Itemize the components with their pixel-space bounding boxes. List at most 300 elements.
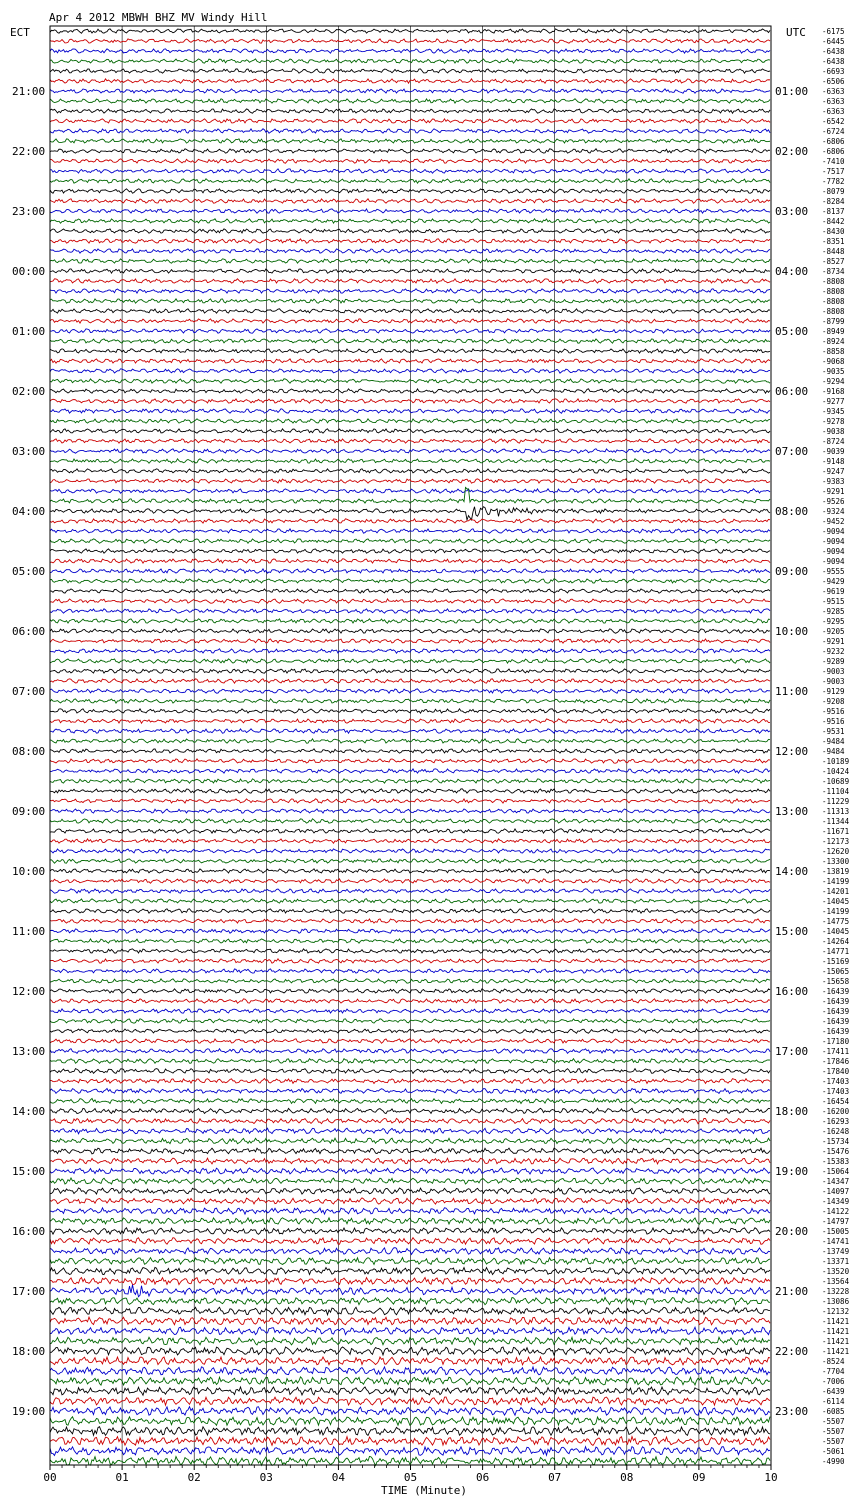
right-hour-label: 15:00 <box>775 925 809 938</box>
trace-line <box>50 959 770 963</box>
trace-offset-label: -16439 <box>822 1027 850 1036</box>
trace-offset-label: -14045 <box>822 927 850 936</box>
trace-line <box>50 309 770 313</box>
trace-offset-label: -8442 <box>822 217 845 226</box>
left-hour-label: 17:00 <box>12 1285 46 1298</box>
trace-offset-label: -9452 <box>822 517 845 526</box>
trace-offset-label: -13564 <box>822 1277 850 1286</box>
trace-line <box>50 879 770 883</box>
trace-offset-label: -9278 <box>822 417 845 426</box>
left-hour-label: 01:00 <box>12 325 46 338</box>
trace-offset-label: -6363 <box>822 107 845 116</box>
trace-line <box>50 1437 770 1446</box>
trace-line <box>50 409 770 413</box>
x-tick-label: 08 <box>620 1471 634 1484</box>
right-hour-label: 17:00 <box>775 1045 809 1058</box>
trace-offset-label: -15065 <box>822 967 850 976</box>
trace-offset-label: -13749 <box>822 1247 850 1256</box>
trace-line <box>50 1029 770 1033</box>
trace-offset-label: -6542 <box>822 117 845 126</box>
right-hour-label: 18:00 <box>775 1105 809 1118</box>
trace-line <box>50 889 770 893</box>
trace-offset-label: -9208 <box>822 697 845 706</box>
trace-line <box>50 209 770 213</box>
trace-offset-label: -9285 <box>822 607 845 616</box>
trace-line <box>50 239 770 243</box>
trace-line <box>50 1417 770 1426</box>
trace-line <box>50 869 770 873</box>
trace-line <box>50 159 770 163</box>
x-tick-label: 10 <box>764 1471 778 1484</box>
left-hour-label: 21:00 <box>12 85 46 98</box>
trace-offset-label: -8430 <box>822 227 845 236</box>
trace-offset-label: -8734 <box>822 267 845 276</box>
trace-line <box>50 789 770 793</box>
trace-offset-label: -8724 <box>822 437 845 446</box>
trace-offset-label: -9277 <box>822 397 845 406</box>
left-hour-label: 16:00 <box>12 1225 46 1238</box>
trace-line <box>50 919 770 923</box>
left-hour-label: 13:00 <box>12 1045 46 1058</box>
trace-line <box>50 859 770 863</box>
left-hour-label: 12:00 <box>12 985 46 998</box>
trace-offset-label: -14097 <box>822 1187 850 1196</box>
trace-offset-label: -8808 <box>822 287 845 296</box>
trace-offset-label: -13228 <box>822 1287 850 1296</box>
trace-offset-label: -9526 <box>822 497 845 506</box>
trace-line <box>50 39 770 43</box>
left-hour-label: 18:00 <box>12 1345 46 1358</box>
trace-offset-label: -8079 <box>822 187 845 196</box>
left-hour-label: 04:00 <box>12 505 46 518</box>
left-hour-label: 08:00 <box>12 745 46 758</box>
trace-offset-label: -9383 <box>822 477 845 486</box>
trace-line <box>50 719 770 723</box>
trace-offset-label: -6438 <box>822 47 845 56</box>
trace-offset-label: -5061 <box>822 1447 845 1456</box>
trace-offset-label: -6363 <box>822 87 845 96</box>
trace-line <box>50 99 770 103</box>
right-hour-label: 11:00 <box>775 685 809 698</box>
trace-offset-label: -15734 <box>822 1137 850 1146</box>
trace-line <box>50 809 770 813</box>
left-hour-label: 09:00 <box>12 805 46 818</box>
trace-line <box>50 1397 770 1405</box>
trace-line <box>50 229 770 233</box>
x-tick-labels <box>43 1465 777 1484</box>
trace-offset-label: -13520 <box>822 1267 850 1276</box>
trace-offset-label: -9129 <box>822 687 845 696</box>
trace-offset-label: -9345 <box>822 407 845 416</box>
trace-line <box>50 1387 770 1395</box>
trace-line <box>50 759 770 763</box>
trace-offset-label: -14797 <box>822 1217 850 1226</box>
trace-line <box>50 1278 770 1285</box>
trace-line <box>50 799 770 803</box>
trace-offset-label: -8448 <box>822 247 845 256</box>
right-hour-label: 22:00 <box>775 1345 809 1358</box>
trace-line <box>50 1347 770 1355</box>
trace-line <box>50 649 770 653</box>
trace-line <box>50 339 770 343</box>
trace-line <box>50 1367 770 1375</box>
trace-line <box>50 69 770 73</box>
left-hour-label: 19:00 <box>12 1405 46 1418</box>
trace-line <box>50 1285 770 1297</box>
trace-offset-label: -13300 <box>822 857 850 866</box>
trace-offset-label: -14122 <box>822 1207 850 1216</box>
offset-labels <box>822 27 850 1466</box>
trace-offset-label: -12132 <box>822 1307 850 1316</box>
left-hour-label: 10:00 <box>12 865 46 878</box>
trace-offset-label: -9516 <box>822 717 845 726</box>
trace-offset-label: -7410 <box>822 157 845 166</box>
trace-offset-label: -8924 <box>822 337 845 346</box>
trace-offset-label: -15658 <box>822 977 850 986</box>
trace-offset-label: -16439 <box>822 1017 850 1026</box>
trace-line <box>50 599 770 603</box>
trace-line <box>50 439 770 443</box>
x-tick-label: 07 <box>548 1471 562 1484</box>
trace-line <box>50 1039 770 1043</box>
trace-offset-label: -11229 <box>822 797 850 806</box>
trace-offset-label: -6724 <box>822 127 845 136</box>
trace-offset-label: -6693 <box>822 67 845 76</box>
x-tick-label: 02 <box>187 1471 201 1484</box>
trace-line <box>50 1258 770 1265</box>
trace-line <box>50 149 770 153</box>
left-hour-label: 05:00 <box>12 565 46 578</box>
right-hour-label: 02:00 <box>775 145 809 158</box>
trace-offset-label: -14045 <box>822 897 850 906</box>
trace-line <box>50 979 770 983</box>
trace-line <box>50 389 770 393</box>
trace-offset-label: -8808 <box>822 277 845 286</box>
right-hour-label: 06:00 <box>775 385 809 398</box>
trace-line <box>50 299 770 303</box>
trace-line <box>50 507 770 520</box>
trace-line <box>50 219 770 223</box>
trace-line <box>50 929 770 933</box>
right-hour-label: 23:00 <box>775 1405 809 1418</box>
trace-offset-label: -9168 <box>822 387 845 396</box>
right-hour-label: 05:00 <box>775 325 809 338</box>
left-hour-label: 00:00 <box>12 265 46 278</box>
x-tick-label: 03 <box>259 1471 273 1484</box>
left-hour-label: 14:00 <box>12 1105 46 1118</box>
trace-offset-label: -9094 <box>822 527 845 536</box>
trace-line <box>50 749 770 753</box>
trace-line <box>50 519 770 523</box>
trace-line <box>50 1049 770 1054</box>
trace-line <box>50 1009 770 1013</box>
trace-line <box>50 709 770 713</box>
trace-offset-label: -9295 <box>822 617 845 626</box>
trace-offset-label: -14775 <box>822 917 850 926</box>
trace-line <box>50 1377 770 1385</box>
trace-line <box>50 1069 770 1074</box>
trace-offset-label: -8808 <box>822 297 845 306</box>
trace-line <box>50 1267 770 1274</box>
trace-line <box>50 779 770 783</box>
trace-offset-label: -15476 <box>822 1147 850 1156</box>
trace-offset-label: -11344 <box>822 817 850 826</box>
trace-line <box>50 1158 770 1164</box>
trace-line <box>50 1248 770 1255</box>
trace-line <box>50 319 770 323</box>
trace-line <box>50 1188 770 1194</box>
trace-offset-label: -7704 <box>822 1367 845 1376</box>
trace-offset-label: -14347 <box>822 1177 850 1186</box>
trace-line <box>50 169 770 173</box>
x-tick-label: 09 <box>692 1471 706 1484</box>
x-tick-label: 00 <box>43 1471 57 1484</box>
left-hour-label: 06:00 <box>12 625 46 638</box>
trace-offset-label: -9039 <box>822 447 845 456</box>
trace-offset-label: -9516 <box>822 707 845 716</box>
trace-offset-label: -11104 <box>822 787 850 796</box>
right-hour-label: 09:00 <box>775 565 809 578</box>
right-hour-label: 13:00 <box>775 805 809 818</box>
trace-line <box>50 1228 770 1235</box>
left-hour-label: 11:00 <box>12 925 46 938</box>
trace-offset-label: -16439 <box>822 987 850 996</box>
trace-offset-label: -14771 <box>822 947 850 956</box>
trace-offset-label: -17840 <box>822 1067 850 1076</box>
trace-offset-label: -9094 <box>822 547 845 556</box>
trace-offset-label: -9035 <box>822 367 845 376</box>
trace-line <box>50 629 770 633</box>
x-tick-label: 06 <box>475 1471 490 1484</box>
trace-offset-label: -9094 <box>822 537 845 546</box>
trace-offset-label: -16293 <box>822 1117 850 1126</box>
trace-line <box>50 1059 770 1064</box>
trace-offset-label: -9291 <box>822 487 845 496</box>
trace-offset-label: -17846 <box>822 1057 850 1066</box>
trace-line <box>50 29 770 33</box>
trace-line <box>50 549 770 553</box>
trace-offset-label: -10424 <box>822 767 850 776</box>
trace-line <box>50 289 770 293</box>
trace-line <box>50 1208 770 1214</box>
trace-line <box>50 279 770 283</box>
trace-line <box>50 1079 770 1084</box>
trace-offset-label: -8808 <box>822 307 845 316</box>
trace-offset-label: -9531 <box>822 727 845 736</box>
trace-offset-label: -9515 <box>822 597 845 606</box>
left-hour-label: 07:00 <box>12 685 46 698</box>
trace-line <box>50 559 770 563</box>
trace-line <box>50 1238 770 1245</box>
trace-offset-label: -9324 <box>822 507 845 516</box>
right-hour-label: 10:00 <box>775 625 809 638</box>
trace-line <box>50 639 770 643</box>
x-tick-label: 05 <box>403 1471 418 1484</box>
trace-line <box>50 949 770 953</box>
trace-offset-label: -6175 <box>822 27 845 36</box>
trace-line <box>50 539 770 543</box>
trace-offset-label: -6438 <box>822 57 845 66</box>
trace-line <box>50 49 770 53</box>
trace-offset-label: -8858 <box>822 347 845 356</box>
left-hour-label: 02:00 <box>12 385 46 398</box>
trace-line <box>50 459 770 463</box>
left-hour-label: 23:00 <box>12 205 46 218</box>
trace-offset-label: -13086 <box>822 1297 850 1306</box>
trace-offset-label: -15169 <box>822 957 850 966</box>
trace-line <box>50 449 770 453</box>
right-hour-label: 20:00 <box>775 1225 809 1238</box>
trace-line <box>50 399 770 403</box>
trace-line <box>50 1297 770 1304</box>
trace-offset-label: -7517 <box>822 167 845 176</box>
x-tick-label: 04 <box>331 1471 346 1484</box>
trace-offset-label: -14349 <box>822 1197 850 1206</box>
trace-offset-label: -6114 <box>822 1397 845 1406</box>
trace-offset-label: -8527 <box>822 257 845 266</box>
trace-line <box>50 89 770 93</box>
trace-offset-label: -12620 <box>822 847 850 856</box>
trace-line <box>50 989 770 993</box>
trace-line <box>50 199 770 203</box>
trace-line <box>50 1138 770 1144</box>
trace-offset-label: -8137 <box>822 207 845 216</box>
trace-line <box>50 579 770 583</box>
trace-line <box>50 969 770 973</box>
trace-line <box>50 429 770 433</box>
trace-line <box>50 609 770 613</box>
trace-line <box>50 109 770 113</box>
trace-offset-label: -9068 <box>822 357 845 366</box>
trace-offset-label: -10189 <box>822 757 850 766</box>
right-hour-label: 07:00 <box>775 445 809 458</box>
trace-offset-label: -6363 <box>822 97 845 106</box>
trace-offset-label: -12173 <box>822 837 850 846</box>
right-hour-label: 21:00 <box>775 1285 809 1298</box>
trace-offset-label: -13371 <box>822 1257 850 1266</box>
trace-offset-label: -7782 <box>822 177 845 186</box>
right-axis-label: UTC <box>786 26 806 39</box>
trace-offset-label: -16454 <box>822 1097 850 1106</box>
trace-line <box>50 1118 770 1123</box>
trace-line <box>50 589 770 593</box>
trace-line <box>50 699 770 703</box>
right-hour-label: 19:00 <box>775 1165 809 1178</box>
trace-line <box>50 349 770 353</box>
x-tick-label: 01 <box>115 1471 129 1484</box>
trace-line <box>50 269 770 273</box>
left-axis-label: ECT <box>10 26 30 39</box>
right-hour-label: 16:00 <box>775 985 809 998</box>
trace-line <box>50 729 770 733</box>
trace-offset-label: -6085 <box>822 1407 845 1416</box>
trace-line <box>50 1148 770 1154</box>
left-hour-label: 03:00 <box>12 445 46 458</box>
trace-offset-label: -11313 <box>822 807 850 816</box>
trace-offset-label: -15005 <box>822 1227 850 1236</box>
trace-offset-label: -9289 <box>822 657 845 666</box>
trace-offset-label: -16200 <box>822 1107 850 1116</box>
right-hour-label: 12:00 <box>775 745 809 758</box>
trace-line <box>50 1337 770 1345</box>
trace-line <box>50 1407 770 1416</box>
trace-line <box>50 669 770 673</box>
trace-line <box>50 909 770 913</box>
trace-line <box>50 569 770 573</box>
trace-offset-label: -8524 <box>822 1357 845 1366</box>
trace-offset-label: -5507 <box>822 1417 845 1426</box>
trace-line <box>50 59 770 63</box>
trace-offset-label: -5507 <box>822 1427 845 1436</box>
trace-offset-label: -14199 <box>822 907 850 916</box>
trace-line <box>50 479 770 483</box>
trace-line <box>50 939 770 943</box>
trace-offset-label: -6439 <box>822 1387 845 1396</box>
trace-offset-label: -6806 <box>822 137 845 146</box>
trace-line <box>50 369 770 373</box>
trace-line <box>50 329 770 333</box>
trace-line <box>50 1218 770 1224</box>
trace-offset-label: -11421 <box>822 1337 850 1346</box>
trace-line <box>50 849 770 853</box>
trace-offset-label: -11421 <box>822 1317 850 1326</box>
trace-offset-label: -11421 <box>822 1327 850 1336</box>
trace-line <box>50 839 770 843</box>
trace-offset-label: -17180 <box>822 1037 850 1046</box>
trace-line <box>50 529 770 533</box>
trace-offset-label: -17411 <box>822 1047 850 1056</box>
chart-title: Apr 4 2012 MBWH BHZ MV Windy Hill <box>49 11 268 24</box>
trace-offset-label: -9148 <box>822 457 845 466</box>
trace-offset-label: -14741 <box>822 1237 850 1246</box>
trace-offset-label: -17403 <box>822 1087 850 1096</box>
trace-offset-label: -9003 <box>822 667 845 676</box>
trace-line <box>50 1427 770 1436</box>
trace-line <box>50 899 770 903</box>
trace-line <box>50 359 770 363</box>
trace-line <box>50 379 770 383</box>
right-hour-label: 08:00 <box>775 505 809 518</box>
trace-offset-label: -15064 <box>822 1167 850 1176</box>
trace-offset-label: -9294 <box>822 377 845 386</box>
trace-offset-label: -11421 <box>822 1347 850 1356</box>
trace-line <box>50 1327 770 1334</box>
left-hour-label: 22:00 <box>12 145 46 158</box>
trace-line <box>50 829 770 833</box>
trace-offset-label: -14199 <box>822 877 850 886</box>
trace-offset-label: -16439 <box>822 997 850 1006</box>
left-hour-label: 15:00 <box>12 1165 46 1178</box>
trace-offset-label: -6445 <box>822 37 845 46</box>
trace-offset-label: -9038 <box>822 427 845 436</box>
trace-line <box>50 1456 770 1465</box>
trace-line <box>50 119 770 123</box>
trace-offset-label: -11671 <box>822 827 850 836</box>
trace-line <box>50 1198 770 1204</box>
trace-group <box>50 29 770 1466</box>
trace-line <box>50 179 770 183</box>
trace-line <box>50 489 770 493</box>
trace-line <box>50 659 770 663</box>
trace-offset-label: -9619 <box>822 587 845 596</box>
trace-offset-label: -6506 <box>822 77 845 86</box>
trace-line <box>50 819 770 823</box>
trace-line <box>50 1098 770 1103</box>
trace-offset-label: -14264 <box>822 937 850 946</box>
trace-offset-label: -9484 <box>822 747 845 756</box>
trace-offset-label: -9291 <box>822 637 845 646</box>
trace-line <box>50 139 770 143</box>
